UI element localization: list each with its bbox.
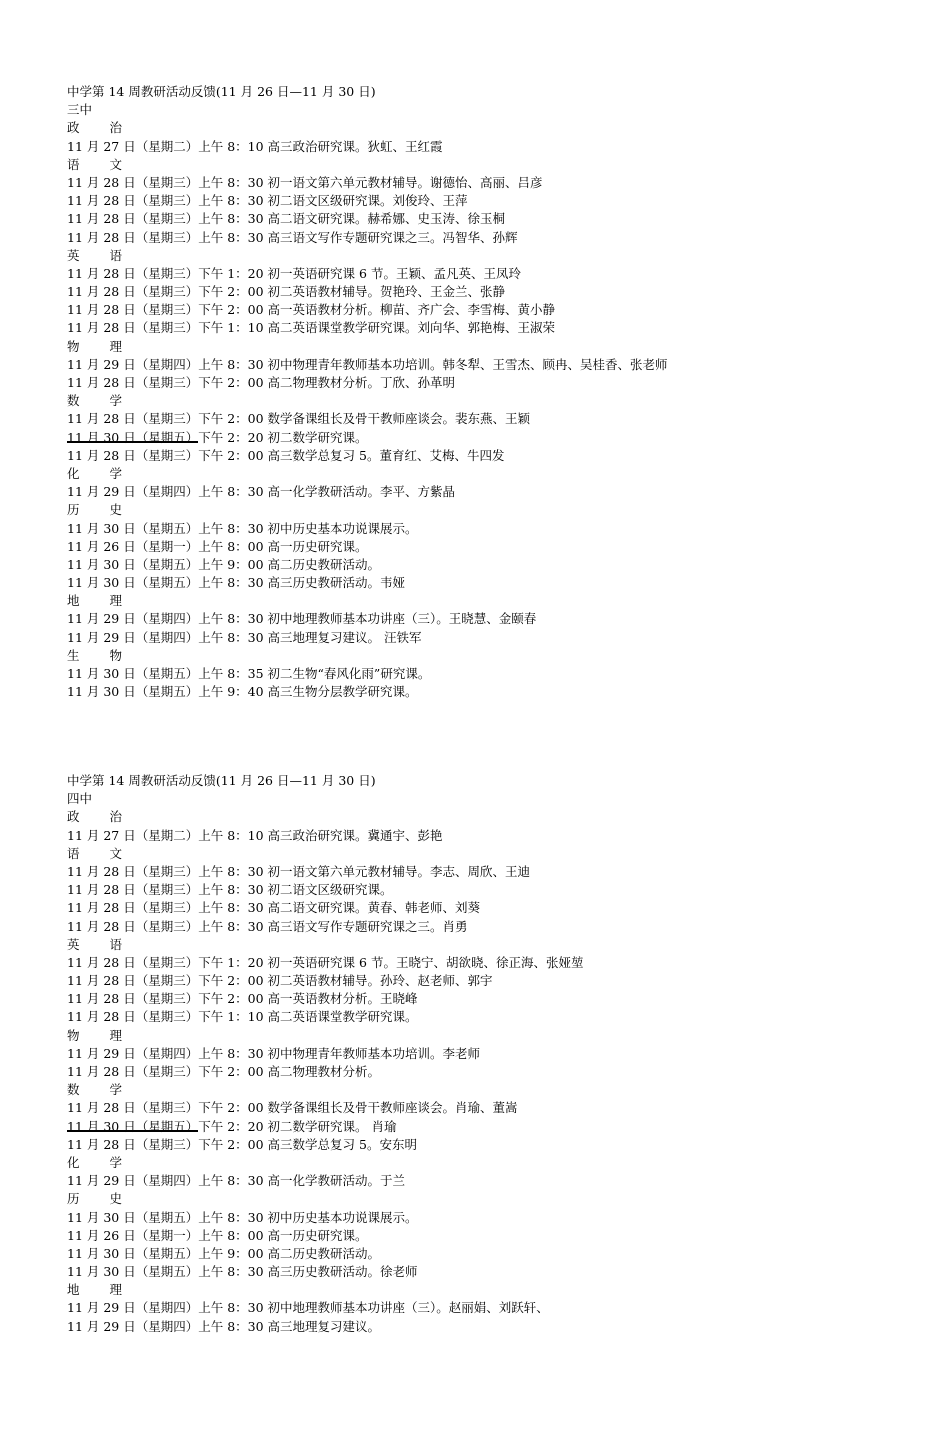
- document-section-1: [67, 83, 927, 701]
- activity-entry: 11 月 28 日（星期三）下午 2：00 数学备课组长及骨干教师座谈会。肖瑜、董嵩: [67, 1100, 518, 1116]
- activity-list: [67, 119, 927, 701]
- activity-entry: 11 月 29 日（星期四）上午 8：30 高一化学教研活动。李平、方紫晶: [67, 484, 456, 500]
- subject-heading: [67, 156, 927, 174]
- activity-entry: 11 月 29 日（星期四）上午 8：30 高三地理复习建议。 汪铁军: [67, 629, 422, 645]
- subject-char: 语: [109, 936, 123, 952]
- subject-char: 理: [109, 338, 123, 354]
- entry-detail: 下午 2：20 初二数学研究课。 肖瑜: [198, 1118, 397, 1134]
- subject-char: 物: [67, 338, 80, 354]
- subject-char: 学: [109, 393, 123, 409]
- subject-char: 物: [109, 647, 123, 663]
- activity-entry-marked: [67, 1118, 927, 1136]
- activity-entry: 11 月 27 日（星期二）上午 8：10 高三政治研究课。狄虹、王红霞: [67, 138, 443, 154]
- activity-entry: 11 月 28 日（星期三）上午 8：30 初一语文第六单元教材辅导。谢德怡、高丽、吕彦: [67, 174, 543, 190]
- activity-entry: 11 月 26 日（星期一）上午 8：00 高一历史研究课。: [67, 538, 368, 554]
- activity-entry: 11 月 28 日（星期三）上午 8：30 高二语文研究课。黄春、韩老师、刘葵: [67, 900, 481, 916]
- subject-char: 政: [67, 809, 80, 825]
- subject-heading: [67, 392, 927, 410]
- subject-char: 学: [109, 1082, 123, 1098]
- subject-heading: [67, 1281, 927, 1299]
- subject-char: 数: [67, 393, 80, 409]
- entry-date-underlined: 11 月 30 日（星期五）: [67, 429, 199, 445]
- subject-char: 理: [109, 1282, 123, 1298]
- activity-entry: 11 月 28 日（星期三）下午 2：00 高三数学总复习 5。安东明: [67, 1136, 417, 1152]
- activity-entry: 11 月 28 日（星期三）下午 2：00 高二物理教材分析。: [67, 1064, 381, 1079]
- activity-entry: 11 月 28 日（星期三）下午 1：10 高二英语课堂教学研究课。: [67, 1009, 418, 1025]
- subject-heading: [67, 247, 927, 265]
- activity-entry: 11 月 30 日（星期五）上午 8：35 初二生物“春风化雨”研究课。: [67, 666, 431, 681]
- activity-entry-marked: [67, 429, 927, 447]
- activity-entry: 11 月 28 日（星期三）下午 2：00 高一英语教材分析。柳苗、齐广会、李雪梅、黄小静: [67, 302, 556, 318]
- activity-entry: 11 月 30 日（星期五）上午 8：30 高三历史教研活动。徐老师: [67, 1264, 418, 1280]
- activity-entry: 11 月 28 日（星期三）上午 8：30 初一语文第六单元教材辅导。李志、周欣、王迪: [67, 863, 531, 879]
- school-name: 三中: [67, 102, 93, 118]
- subject-char: 语: [67, 156, 80, 172]
- activity-entry: 11 月 29 日（星期四）上午 8：30 高三地理复习建议。: [67, 1318, 381, 1334]
- subject-char: 学: [109, 1154, 123, 1170]
- activity-entry: 11 月 28 日（星期三）上午 8：30 初二语文区级研究课。刘俊玲、王萍: [67, 193, 468, 209]
- subject-char: 理: [109, 1027, 123, 1043]
- document-title: 中学第 14 周教研活动反馈(11 月 26 日—11 月 30 日): [67, 84, 376, 99]
- entry-date-underlined: 11 月 30 日（星期五）: [67, 1118, 199, 1134]
- activity-entry: 11 月 30 日（星期五）上午 9：00 高二历史教研活动。: [67, 1245, 381, 1261]
- activity-entry: 11 月 28 日（星期三）下午 2：00 高一英语教材分析。王晓峰: [67, 991, 418, 1007]
- activity-entry: 11 月 29 日（星期四）上午 8：30 高一化学教研活动。于兰: [67, 1173, 406, 1189]
- activity-entry: 11 月 26 日（星期一）上午 8：00 高一历史研究课。: [67, 1227, 368, 1243]
- subject-heading: [67, 808, 927, 826]
- activity-entry: 11 月 30 日（星期五）上午 8：30 初中历史基本功说课展示。: [67, 1209, 418, 1225]
- activity-entry: 11 月 28 日（星期三）下午 1：20 初一英语研究课 6 节。王晓宁、胡欲晓、徐正海、张娅堃: [67, 954, 584, 970]
- subject-char: 政: [67, 120, 80, 136]
- subject-char: 英: [67, 936, 80, 952]
- subject-heading: [67, 1027, 927, 1045]
- entry-detail: 下午 2：20 初二数学研究课。: [198, 429, 368, 445]
- activity-entry: 11 月 29 日（星期四）上午 8：30 初中地理教师基本功讲座（三）。王晓慧、金颐春: [67, 611, 537, 627]
- subject-heading: [67, 501, 927, 519]
- subject-char: 数: [67, 1082, 80, 1098]
- activity-entry: 11 月 28 日（星期三）上午 8：30 高三语文写作专题研究课之三。冯智华、孙辉: [67, 229, 518, 245]
- activity-entry: 11 月 28 日（星期三）上午 8：30 高二语文研究课。赫希娜、史玉涛、徐玉桐: [67, 211, 506, 227]
- subject-char: 物: [67, 1027, 80, 1043]
- document-title: 中学第 14 周教研活动反馈(11 月 26 日—11 月 30 日): [67, 773, 376, 788]
- subject-heading: [67, 936, 927, 954]
- subject-char: 地: [67, 1282, 80, 1298]
- activity-entry: 11 月 28 日（星期三）下午 1：10 高二英语课堂教学研究课。刘向华、郭艳梅、王淑荣: [67, 320, 556, 336]
- activity-entry: 11 月 30 日（星期五）上午 9：40 高三生物分层教学研究课。: [67, 684, 418, 700]
- subject-heading: [67, 592, 927, 610]
- activity-entry: 11 月 29 日（星期四）上午 8：30 初中物理青年教师基本功培训。李老师: [67, 1045, 481, 1061]
- subject-char: 生: [67, 647, 80, 663]
- subject-heading: [67, 1154, 927, 1172]
- activity-entry: 11 月 28 日（星期三）下午 2：00 数学备课组长及骨干教师座谈会。裴东燕、王颖: [67, 411, 531, 427]
- activity-entry: 11 月 30 日（星期五）上午 8：30 初中历史基本功说课展示。: [67, 520, 418, 536]
- subject-char: 文: [109, 845, 123, 861]
- school-name: 四中: [67, 791, 93, 807]
- activity-list: [67, 808, 927, 1335]
- activity-entry: 11 月 28 日（星期三）下午 2：00 初二英语教材辅导。贺艳玲、王金兰、张静: [67, 284, 506, 300]
- subject-heading: [67, 1081, 927, 1099]
- subject-heading: [67, 1190, 927, 1208]
- activity-entry: 11 月 28 日（星期三）下午 2：00 高三数学总复习 5。董育红、艾梅、牛四发: [67, 447, 505, 463]
- activity-entry: 11 月 27 日（星期二）上午 8：10 高三政治研究课。冀通宇、彭艳: [67, 827, 443, 843]
- subject-heading: [67, 465, 927, 483]
- activity-entry: 11 月 28 日（星期三）下午 2：00 初二英语教材辅导。孙玲、赵老师、郭宇: [67, 973, 493, 989]
- activity-entry: 11 月 28 日（星期三）上午 8：30 初二语文区级研究课。: [67, 882, 393, 898]
- subject-char: 治: [109, 809, 123, 825]
- activity-entry: 11 月 28 日（星期三）下午 1：20 初一英语研究课 6 节。王颖、孟凡英、王凤玲: [67, 265, 521, 281]
- subject-heading: [67, 119, 927, 137]
- activity-entry: 11 月 29 日（星期四）上午 8：30 初中物理青年教师基本功培训。韩冬犁、王雪杰、顾冉、吴桂香、张老师: [67, 356, 668, 372]
- subject-char: 地: [67, 593, 80, 609]
- activity-entry: 11 月 30 日（星期五）上午 9：00 高二历史教研活动。: [67, 556, 381, 572]
- subject-heading: [67, 338, 927, 356]
- activity-entry: 11 月 28 日（星期三）上午 8：30 高三语文写作专题研究课之三。肖勇: [67, 918, 468, 934]
- subject-char: 理: [109, 593, 123, 609]
- activity-entry: 11 月 30 日（星期五）上午 8：30 高三历史教研活动。韦娅: [67, 575, 406, 591]
- activity-entry: 11 月 28 日（星期三）下午 2：00 高二物理教材分析。丁欣、孙革明: [67, 375, 456, 390]
- subject-char: 史: [109, 1191, 123, 1207]
- subject-char: 历: [67, 502, 80, 518]
- subject-char: 语: [109, 247, 123, 263]
- subject-char: 语: [67, 845, 80, 861]
- subject-char: 文: [109, 156, 123, 172]
- subject-char: 化: [67, 1154, 80, 1170]
- subject-char: 化: [67, 465, 80, 481]
- subject-char: 治: [109, 120, 123, 136]
- subject-heading: [67, 845, 927, 863]
- subject-char: 史: [109, 502, 123, 518]
- subject-heading: [67, 647, 927, 665]
- document-section-2: [67, 772, 927, 1336]
- subject-char: 历: [67, 1191, 80, 1207]
- subject-char: 英: [67, 247, 80, 263]
- activity-entry: 11 月 29 日（星期四）上午 8：30 初中地理教师基本功讲座（三）。赵丽娟、刘跃轩、: [67, 1300, 549, 1316]
- subject-char: 学: [109, 465, 123, 481]
